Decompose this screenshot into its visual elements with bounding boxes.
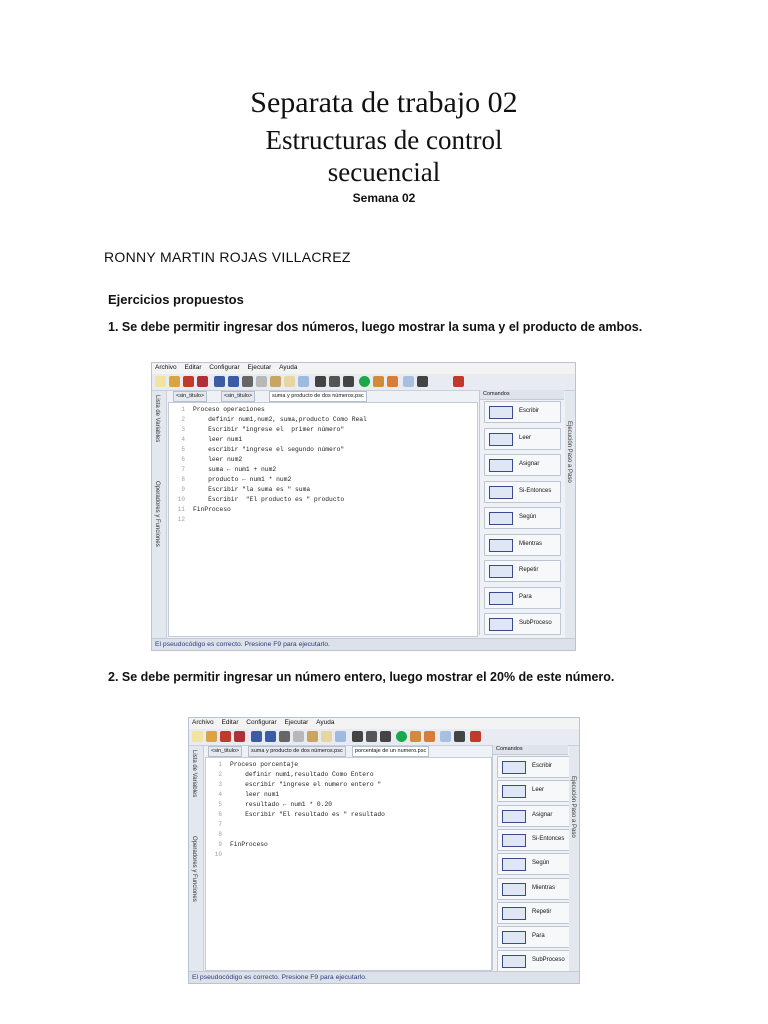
editor-tabs — [206, 746, 491, 756]
command-label: SubProceso — [532, 957, 565, 964]
status-bar: El pseudocódigo es correcto. Presione F9 para ejecutarlo. — [189, 971, 579, 983]
menu-configurar[interactable]: Configurar — [209, 364, 240, 371]
code-text: definir num1,resultado Como Entero — [230, 771, 374, 778]
flowchart-shape-icon — [502, 810, 526, 823]
code-text: resultado ← num1 * 0.20 — [230, 801, 333, 808]
line-number: 6 — [218, 811, 222, 818]
command-button-seg-n[interactable] — [497, 853, 574, 875]
menu-ejecutar[interactable]: Ejecutar — [284, 719, 309, 726]
document-title: Separata de trabajo 02 — [250, 86, 518, 119]
flowchart-shape-icon — [489, 459, 513, 472]
command-button-para[interactable] — [497, 926, 574, 948]
line-number: 9 — [181, 486, 185, 493]
line-number: 8 — [181, 476, 185, 483]
editor-tabs — [169, 391, 474, 401]
flowchart-shape-icon — [502, 858, 526, 871]
code-editor[interactable] — [168, 402, 478, 637]
code-text: suma ← num1 + num2 — [193, 466, 277, 473]
document-week: Semana 02 — [352, 191, 416, 205]
code-editor[interactable] — [205, 757, 492, 971]
code-text: Proceso operaciones — [193, 406, 265, 413]
cut-icon[interactable] — [242, 376, 253, 387]
tab-sin-titulo[interactable]: <sin_titulo> — [208, 746, 242, 757]
line-number: 12 — [177, 516, 185, 523]
command-button-asignar[interactable] — [497, 805, 574, 827]
command-button-subproceso[interactable] — [497, 950, 574, 972]
new-file-icon[interactable] — [192, 731, 203, 742]
flowchart-shape-icon — [489, 433, 513, 446]
left-side-panel — [152, 391, 167, 638]
profile-flag-icon[interactable] — [453, 376, 464, 387]
debug-icon[interactable] — [387, 376, 398, 387]
flowchart-shape-icon — [489, 592, 513, 605]
undo-icon[interactable] — [214, 376, 225, 387]
save-icon[interactable] — [183, 376, 194, 387]
status-bar: El pseudocódigo es correcto. Presione F9 para ejecutarlo. — [152, 638, 575, 650]
save-as-icon[interactable] — [234, 731, 245, 742]
flowchart-shape-icon — [502, 834, 526, 847]
help-icon[interactable] — [417, 376, 428, 387]
command-label: Leer — [532, 787, 545, 794]
code-text: escribir "ingrese el segundo número" — [193, 446, 345, 453]
flowchart-shape-icon — [489, 618, 513, 631]
line-number: 10 — [177, 496, 185, 503]
pseint-window-1 — [151, 362, 576, 651]
command-label: Para — [519, 593, 532, 600]
command-button-subproceso[interactable] — [484, 613, 561, 635]
line-number: 2 — [181, 416, 185, 423]
operators-panel-label[interactable]: Operadores y Funciones — [191, 836, 197, 902]
command-label: Mientras — [519, 540, 543, 547]
line-number: 5 — [181, 446, 185, 453]
commands-title: Comandos — [493, 745, 568, 755]
section-heading: Ejercicios propuestos — [108, 292, 244, 307]
paste-icon[interactable] — [307, 731, 318, 742]
menu-archivo[interactable]: Archivo — [192, 719, 214, 726]
edit-icon[interactable] — [321, 731, 332, 742]
flowchart-shape-icon — [502, 785, 526, 798]
right-side-panel — [565, 391, 575, 638]
command-button-asignar[interactable] — [484, 454, 561, 476]
flowchart-icon[interactable] — [380, 731, 391, 742]
indent-icon[interactable] — [352, 731, 363, 742]
commands-panel — [492, 745, 568, 970]
command-button-para[interactable] — [484, 587, 561, 609]
menu-ejecutar[interactable]: Ejecutar — [247, 364, 272, 371]
run-icon[interactable] — [396, 731, 407, 742]
flowchart-shape-icon — [489, 539, 513, 552]
command-label: Si-Entonces — [519, 487, 552, 494]
command-label: Leer — [519, 434, 532, 441]
flowchart-shape-icon — [502, 907, 526, 920]
document-subtitle-line2: secuencial — [327, 157, 441, 187]
help-icon[interactable] — [454, 731, 465, 742]
command-button-escribir[interactable] — [497, 756, 574, 778]
line-number: 3 — [218, 781, 222, 788]
command-button-leer[interactable] — [497, 780, 574, 802]
command-button-mientras[interactable] — [497, 878, 574, 900]
line-number: 6 — [181, 456, 185, 463]
line-number: 10 — [214, 851, 222, 858]
step-execution-label[interactable]: Ejecución Paso a Paso — [566, 421, 572, 483]
command-button-si-entonces[interactable] — [497, 829, 574, 851]
command-button-seg-n[interactable] — [484, 507, 561, 529]
step-icon[interactable] — [373, 376, 384, 387]
command-label: Según — [532, 860, 550, 867]
left-side-panel — [189, 746, 204, 971]
search-icon[interactable] — [335, 731, 346, 742]
undo-icon[interactable] — [251, 731, 262, 742]
flowchart-shape-icon — [502, 883, 526, 896]
menu-bar — [189, 718, 579, 729]
command-button-leer[interactable] — [484, 428, 561, 450]
cut-icon[interactable] — [279, 731, 290, 742]
command-label: Si-Entonces — [532, 835, 565, 842]
line-number: 7 — [218, 821, 222, 828]
code-text: escribir "ingrese el numero entero " — [230, 781, 382, 788]
line-number: 5 — [218, 801, 222, 808]
code-text: FinProceso — [193, 506, 231, 513]
code-text: FinProceso — [230, 841, 268, 848]
save-as-icon[interactable] — [197, 376, 208, 387]
variables-panel-label[interactable]: Lista de Variables — [154, 395, 160, 443]
menu-editar[interactable]: Editar — [221, 719, 239, 726]
toolbar — [189, 729, 579, 746]
command-button-repetir[interactable] — [497, 902, 574, 924]
command-label: Asignar — [519, 461, 540, 467]
tab-porcentaje[interactable]: porcentaje de un numero.psc — [352, 746, 429, 757]
menu-archivo[interactable]: Archivo — [155, 364, 177, 371]
open-file-icon[interactable] — [169, 376, 180, 387]
code-text: leer num1 — [230, 791, 280, 798]
commands-title: Comandos — [480, 390, 564, 400]
menu-configurar[interactable]: Configurar — [246, 719, 277, 726]
command-button-repetir[interactable] — [484, 560, 561, 582]
tab-sin-titulo-1[interactable]: <sin_titulo> — [173, 391, 207, 402]
command-label: Escribir — [519, 408, 540, 414]
flowchart-shape-icon — [502, 931, 526, 944]
author-name: RONNY MARTIN ROJAS VILLACREZ — [104, 249, 351, 265]
code-text: Escribir "ingrese el primer número" — [193, 426, 345, 433]
tab-sin-titulo-2[interactable]: <sin_titulo> — [221, 391, 255, 402]
line-number: 4 — [218, 791, 222, 798]
exercise-1-text: 1. Se debe permitir ingresar dos números, luego mostrar la suma y el producto de ambos. — [108, 320, 643, 334]
line-number: 9 — [218, 841, 222, 848]
command-label: Repetir — [532, 908, 552, 915]
step-icon[interactable] — [410, 731, 421, 742]
copy-icon[interactable] — [256, 376, 267, 387]
code-text: Escribir "El producto es " producto — [193, 496, 345, 503]
new-file-icon[interactable] — [155, 376, 166, 387]
code-text: Escribir "El resultado es " resultado — [230, 811, 385, 818]
exercise-2-text: 2. Se debe permitir ingresar un número entero, luego mostrar el 20% de este número. — [108, 670, 615, 684]
redo-icon[interactable] — [228, 376, 239, 387]
line-number: 11 — [177, 506, 185, 513]
tab-suma-producto[interactable]: suma y producto de dos números.psc — [269, 391, 367, 402]
flowchart-shape-icon — [489, 512, 513, 525]
code-text: Escribir "la suma es " suma — [193, 486, 311, 493]
command-label: SubProceso — [519, 620, 552, 626]
flowchart-shape-icon — [489, 565, 513, 578]
draw-diagram-icon[interactable] — [403, 376, 414, 387]
operators-panel-label[interactable]: Operadores y Funciones — [154, 481, 160, 547]
tab-suma-producto[interactable]: suma y producto de dos números.psc — [248, 746, 346, 757]
line-number: 8 — [218, 831, 222, 838]
comment-icon[interactable] — [366, 731, 377, 742]
commands-panel — [479, 390, 564, 635]
line-number: 7 — [181, 466, 185, 473]
menu-ayuda[interactable]: Ayuda — [279, 364, 298, 371]
line-number: 1 — [218, 761, 222, 768]
menu-editar[interactable]: Editar — [184, 364, 202, 371]
pseint-window-2 — [188, 717, 580, 984]
toolbar — [152, 374, 575, 391]
document-subtitle-line1: Estructuras de control — [265, 125, 503, 155]
code-text: definir num1,num2, suma,producto Como Real — [193, 416, 367, 423]
command-button-mientras[interactable] — [484, 534, 561, 556]
flowchart-shape-icon — [489, 486, 513, 499]
line-number: 4 — [181, 436, 185, 443]
paste-icon[interactable] — [270, 376, 281, 387]
code-text: leer num1 — [193, 436, 243, 443]
step-execution-label[interactable]: Ejecución Paso a Paso — [570, 776, 576, 838]
run-icon[interactable] — [359, 376, 370, 387]
command-label: Para — [532, 933, 545, 940]
open-file-icon[interactable] — [206, 731, 217, 742]
command-label: Asignar — [532, 811, 553, 818]
comment-icon[interactable] — [329, 376, 340, 387]
code-text: producto ← num1 * num2 — [193, 476, 292, 483]
flowchart-shape-icon — [502, 955, 526, 968]
code-text: leer num2 — [193, 456, 243, 463]
edit-icon[interactable] — [284, 376, 295, 387]
debug-icon[interactable] — [424, 731, 435, 742]
line-number: 3 — [181, 426, 185, 433]
profile-flag-icon[interactable] — [470, 731, 481, 742]
command-button-escribir[interactable] — [484, 401, 561, 423]
redo-icon[interactable] — [265, 731, 276, 742]
line-number: 2 — [218, 771, 222, 778]
command-label: Repetir — [519, 567, 539, 573]
save-icon[interactable] — [220, 731, 231, 742]
copy-icon[interactable] — [293, 731, 304, 742]
code-text: Proceso porcentaje — [230, 761, 299, 768]
flowchart-shape-icon — [502, 761, 526, 774]
flowchart-shape-icon — [489, 406, 513, 419]
search-icon[interactable] — [298, 376, 309, 387]
draw-diagram-icon[interactable] — [440, 731, 451, 742]
menu-ayuda[interactable]: Ayuda — [316, 719, 335, 726]
command-label: Según — [519, 514, 537, 520]
variables-panel-label[interactable]: Lista de Variables — [191, 750, 197, 798]
menu-bar — [152, 363, 575, 374]
right-side-panel — [569, 746, 579, 971]
indent-icon[interactable] — [315, 376, 326, 387]
flowchart-icon[interactable] — [343, 376, 354, 387]
command-label: Mientras — [532, 884, 556, 891]
command-button-si-entonces[interactable] — [484, 481, 561, 503]
line-number: 1 — [181, 406, 185, 413]
command-label: Escribir — [532, 763, 553, 769]
